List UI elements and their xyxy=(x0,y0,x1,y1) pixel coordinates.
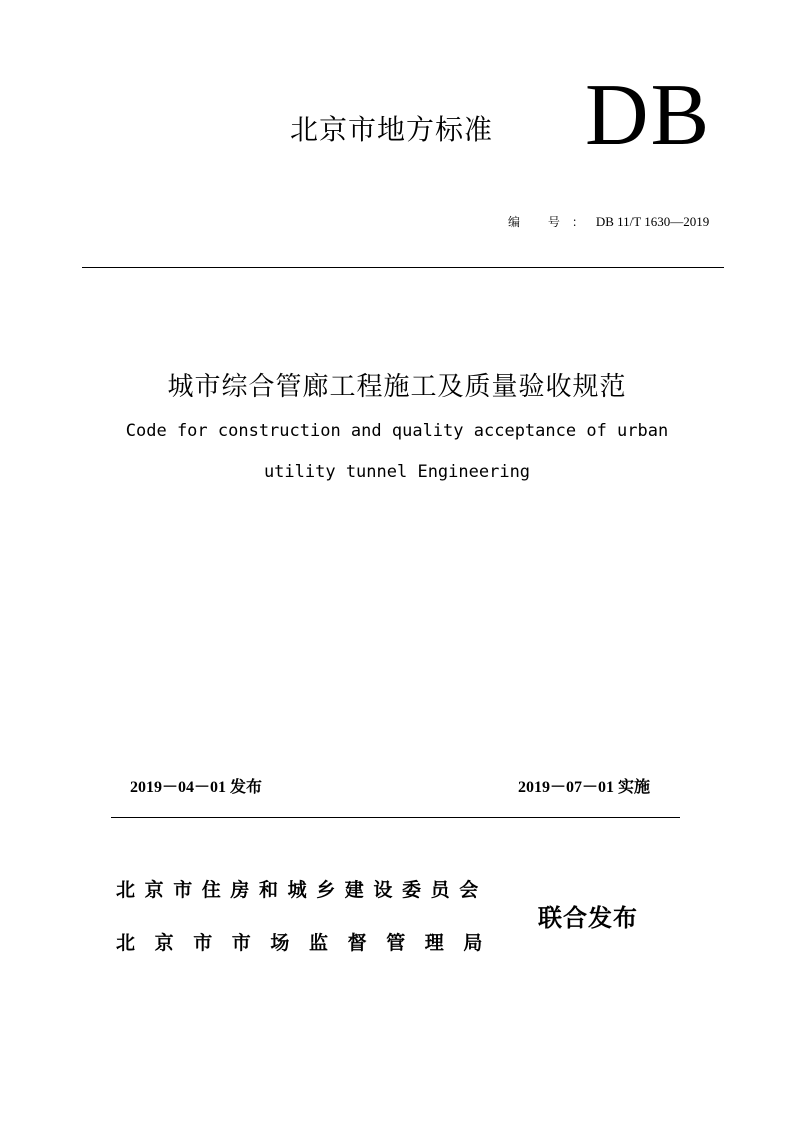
document-title-english-line2: utility tunnel Engineering xyxy=(263,462,531,482)
issue-date: 2019－04－01 发布 xyxy=(130,779,263,796)
issuer-housing-commission: 北京市住房和城乡建设委员会 xyxy=(116,879,488,901)
standard-type-title: 北京市地方标准 xyxy=(290,113,494,146)
document-title-english-line1: Code for construction and quality acceptance of urban xyxy=(125,421,669,441)
db-logo: DB xyxy=(585,67,712,164)
standard-number-value: DB 11/T 1630—2019 xyxy=(595,214,710,229)
effective-date: 2019－07－01 实施 xyxy=(518,779,651,796)
standard-number xyxy=(508,213,709,230)
document-title-chinese: 城市综合管廊工程施工及质量验收规范 xyxy=(167,372,627,402)
issuer-market-regulation: 北京市市场监督管理局 xyxy=(116,932,503,954)
standard-number-label: 编 号： xyxy=(508,215,596,229)
bottom-divider xyxy=(111,817,680,818)
joint-release-label: 联合发布 xyxy=(538,904,638,932)
top-divider xyxy=(82,267,724,268)
